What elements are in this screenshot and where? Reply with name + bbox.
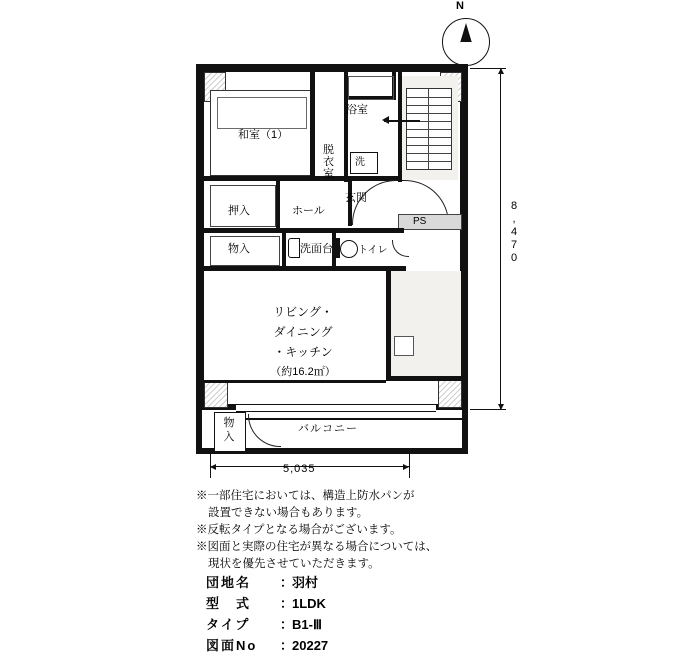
notes-block (196, 488, 437, 573)
label-bathroom: 浴室 (346, 104, 368, 116)
note-line-4: ※図面と実際の住宅が異なる場合については、 (196, 541, 438, 553)
label-toilet: トイレ (358, 245, 388, 256)
note-line-5: 現状を優先させていただきます。 (208, 558, 380, 570)
spec-key-estate: 団地名 (206, 575, 252, 590)
column-bottom-left (204, 380, 228, 408)
label-balcony: バルコニー (298, 423, 358, 435)
spec-row-estate (206, 572, 328, 593)
spec-value-type: 1LDK (292, 596, 326, 611)
label-ldk (248, 302, 358, 382)
spec-sep-variant: ： (280, 617, 294, 632)
spec-value-drawing-no: 20227 (292, 638, 329, 653)
spec-key-variant: タイプ (206, 617, 251, 632)
window-balcony (236, 404, 436, 412)
note-line-1: ※一部住宅においては、構造上防水パンが (196, 490, 415, 502)
label-oshiire: 押入 (228, 205, 250, 217)
wall-hall-bottom (204, 228, 404, 233)
ldk-line-2: ダイニング (273, 325, 333, 339)
kitchen-sink-icon (394, 336, 414, 356)
wall-balcony-right (462, 404, 468, 454)
dimension-tick-right (409, 452, 410, 478)
ldk-area: （約16.2㎡） (270, 366, 336, 378)
toilet-bowl-icon (340, 240, 358, 258)
wall-kitchen-bottom (386, 376, 462, 381)
wall-oshiire-right (276, 181, 280, 229)
wall-top (196, 64, 468, 72)
balcony-door-swing (248, 414, 281, 447)
spec-key-drawing-no: 図面No (206, 638, 258, 653)
dimension-height-text: 8,470 (508, 200, 520, 265)
ldk-line-3: ・キッチン (273, 345, 333, 359)
storage2-line-2: 入 (223, 431, 235, 443)
spec-table (206, 572, 328, 656)
spec-sep-drawing-no: ： (280, 638, 294, 653)
label-entrance: 玄関 (345, 192, 367, 204)
wall-washitsu-right (310, 72, 315, 181)
label-storage-1: 物入 (228, 243, 250, 255)
spec-value-estate: 羽村 (292, 575, 319, 590)
label-pipe-space: PS (413, 216, 427, 227)
wall-right (460, 64, 468, 410)
kitchen-zone (391, 271, 461, 376)
washstand-icon (288, 238, 300, 258)
stair-direction-arrow (384, 120, 420, 122)
pipe-space-box (398, 214, 462, 230)
note-line-2: 設置できない場合もあります。 (208, 507, 369, 519)
dimension-line-vertical (500, 68, 501, 410)
label-washer: 洗 (355, 157, 365, 168)
spec-key-type: 型 式 (206, 596, 252, 611)
dimension-width-text: 5,035 (283, 463, 316, 475)
label-washstand: 洗面台 (300, 243, 333, 255)
note-line-3: ※反転タイプとなる場合がございます。 (196, 524, 402, 536)
spec-row-type (206, 593, 328, 614)
wall-left (196, 64, 204, 410)
spec-sep-type: ： (280, 596, 294, 611)
wall-balcony-left (196, 404, 202, 454)
compass-north-label: N (456, 0, 464, 12)
spec-row-variant (206, 614, 328, 635)
storage2-line-1: 物 (223, 417, 235, 429)
staircase (406, 88, 452, 170)
label-japanese-room: 和室（1） (238, 129, 289, 141)
compass-icon (442, 18, 490, 66)
column-bottom-right (438, 380, 462, 408)
spec-value-variant: B1-Ⅲ (292, 617, 322, 632)
spec-row-drawing-no (206, 635, 328, 656)
wall-dressing-left (344, 130, 348, 182)
label-dressing-room: 脱 衣 室 (323, 144, 334, 180)
label-hall: ホール (292, 205, 325, 217)
ldk-line-1: リビング・ (273, 305, 333, 319)
wall-washitsu-bottom (204, 176, 320, 181)
label-storage-2 (220, 416, 238, 444)
toilet-door-swing (392, 240, 409, 257)
bath-tub (348, 76, 394, 100)
spec-sep-estate: ： (280, 575, 294, 590)
